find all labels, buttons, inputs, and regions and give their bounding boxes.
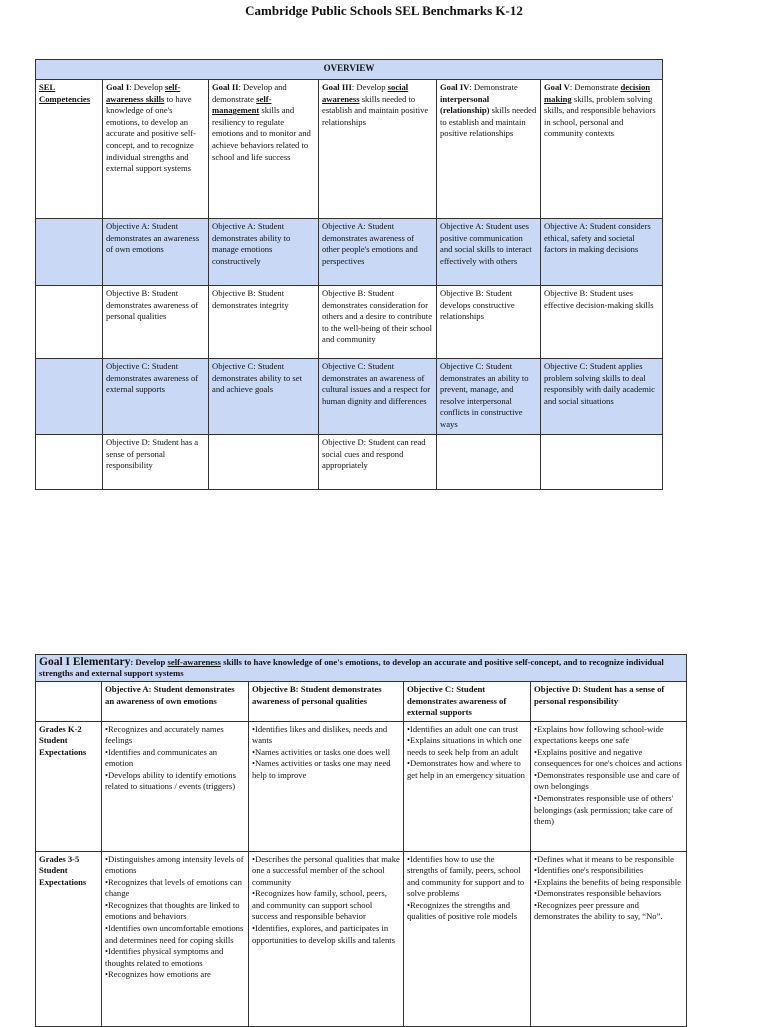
column-header: Objective D: Student has a sense of personal responsibility	[531, 682, 687, 722]
corner-cell	[36, 682, 102, 722]
row-label: Grades 3-5 Student Expectations	[36, 851, 102, 1026]
objective-cell: Objective D: Student can read social cues and respond appropriately	[319, 435, 437, 490]
goal-1-cell: Goal I: Develop self-awareness skills to have knowledge of one's emotions, to develop an accurate and positive self-concept, and to recognize individual strengths and external support systems	[103, 80, 209, 219]
objective-cell: Objective A: Student demonstrates ability to manage emotions constructively	[209, 219, 319, 286]
row-label: Grades K-2 Student Expectations	[36, 721, 102, 851]
column-header: Objective B: Student demonstrates awareness of personal qualities	[249, 682, 404, 722]
objective-cell	[541, 435, 663, 490]
table-cell: •Distinguishes among intensity levels of emotions •Recognizes that levels of emotions can change •Recognizes that thoughts are linked to emotions and behaviors •Identifies own uncomfortable emotions and determines need for coping skills •Identifies physical symptoms and thoughts related to emotions •Recognizes how emotions are	[102, 851, 249, 1026]
objective-b-label-cell	[36, 286, 103, 359]
column-header: Objective A: Student demonstrates an awareness of own emotions	[102, 682, 249, 722]
table-cell: •Defines what it means to be responsible •Identifies one's responsibilities •Explains the benefits of being responsible •Demonstrates responsible behaviors •Recognizes peer pressure and demonstrates the ability to say, “No”.	[531, 851, 687, 1026]
table-cell: •Identifies likes and dislikes, needs and wants •Names activities or tasks one does well •Names activities or tasks one may need help to improve	[249, 721, 404, 851]
objective-cell: Objective C: Student demonstrates an ability to prevent, manage, and resolve interpersonal conflicts in constructive ways	[437, 359, 541, 435]
goal-5-cell: Goal V: Demonstrate decision making skills, problem solving skills, and responsible behaviors in school, personal and community contexts	[541, 80, 663, 219]
objective-cell	[209, 435, 319, 490]
document-title: Cambridge Public Schools SEL Benchmarks K-12	[245, 3, 523, 18]
objective-cell: Objective A: Student considers ethical, safety and societal factors in making decisions	[541, 219, 663, 286]
objective-d-label-cell	[36, 435, 103, 490]
objective-c-label-cell	[36, 359, 103, 435]
table-cell: •Explains how following school-wide expectations keeps one safe •Explains positive and negative consequences for one's choices and actions •Demonstrates responsible use and care of own belongings •Demonstrates responsible use of others' belongings (ask permission; take care of them)	[531, 721, 687, 851]
table-cell: •Identifies an adult one can trust •Explains situations in which one needs to seek help from an adult •Demonstrates how and where to get help in an emergency situation	[404, 721, 531, 851]
objective-cell: Objective B: Student develops constructive relationships	[437, 286, 541, 359]
goal-1-elementary-header: Goal I Elementary: Develop self-awareness skills to have knowledge of one's emotions, to develop an accurate and positive self-concept, and to recognize individual strengths and external support systems	[36, 655, 687, 682]
objective-cell: Objective A: Student demonstrates awareness of other people's emotions and perspectives	[319, 219, 437, 286]
objective-cell	[437, 435, 541, 490]
table-cell: •Describes the personal qualities that make one a successful member of the school community •Recognizes how family, school, peers, and community can support school success and responsible behavior •Identifies, explores, and participates in opportunities to develop skills and talents	[249, 851, 404, 1026]
objective-cell: Objective C: Student demonstrates an awareness of cultural issues and a respect for human dignity and differences	[319, 359, 437, 435]
objective-cell: Objective B: Student demonstrates integrity	[209, 286, 319, 359]
goal-3-cell: Goal III: Develop social awareness skills needed to establish and maintain positive relationships	[319, 80, 437, 219]
objective-cell: Objective B: Student demonstrates consideration for others and a desire to contribute to the well-being of their school and community	[319, 286, 437, 359]
objective-cell: Objective C: Student demonstrates awareness of external supports	[103, 359, 209, 435]
overview-heading: OVERVIEW	[36, 60, 663, 80]
goal-2-cell: Goal II: Develop and demonstrate self-management skills and resiliency to regulate emotions and to monitor and achieve behaviors related to school and life success	[209, 80, 319, 219]
goal-4-cell: Goal IV: Demonstrate interpersonal (relationship) skills needed to establish and maintain positive relationships	[437, 80, 541, 219]
objective-cell: Objective C: Student applies problem solving skills to deal responsibly with daily academic and social situations	[541, 359, 663, 435]
objective-cell: Objective C: Student demonstrates ability to set and achieve goals	[209, 359, 319, 435]
objective-a-label-cell	[36, 219, 103, 286]
goal-1-elementary-table	[35, 654, 687, 1027]
column-header: Objective C: Student demonstrates awareness of external supports	[404, 682, 531, 722]
objective-cell: Objective A: Student uses positive communication and social skills to interact effectively with others	[437, 219, 541, 286]
objective-cell: Objective B: Student demonstrates awareness of personal qualities	[103, 286, 209, 359]
table-cell: •Recognizes and accurately names feelings •Identifies and communicates an emotion •Develops ability to identify emotions related to situations / events (triggers)	[102, 721, 249, 851]
sel-competencies-label: SEL Competencies	[36, 80, 103, 219]
table-cell: •Identifies how to use the strengths of family, peers, school and community for support and to solve problems •Recognizes the strengths and qualities of positive role models	[404, 851, 531, 1026]
overview-table	[35, 59, 663, 490]
objective-cell: Objective D: Student has a sense of personal responsibility	[103, 435, 209, 490]
objective-cell: Objective A: Student demonstrates an awareness of own emotions	[103, 219, 209, 286]
objective-cell: Objective B: Student uses effective decision-making skills	[541, 286, 663, 359]
